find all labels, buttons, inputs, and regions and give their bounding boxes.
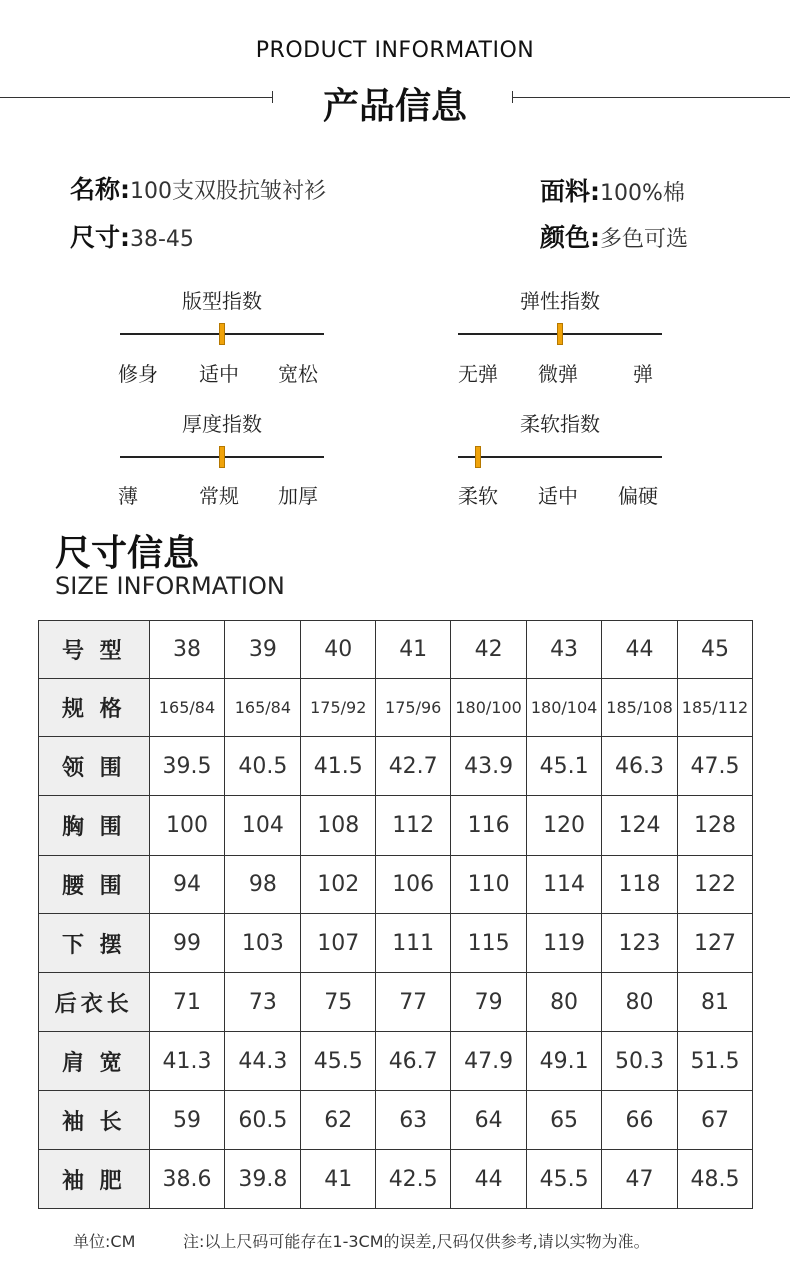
table-cell: 42 [451,621,527,679]
table-cell: 80 [527,973,602,1032]
table-cell: 39.8 [225,1150,301,1209]
table-cell: 44.3 [225,1032,301,1091]
size-table [38,620,753,1209]
thickness-index-label-low: 薄 [118,484,138,508]
table-cell: 44 [451,1150,527,1209]
table-cell: 41.5 [301,737,376,796]
table-row [39,621,753,679]
table-cell: 100 [149,796,225,856]
table-cell: 38 [149,621,225,679]
table-cell: 108 [301,796,376,856]
softness-index-label-high: 偏硬 [618,484,658,508]
row-label: 领 围 [39,737,150,796]
table-cell: 66 [602,1091,678,1150]
thickness-index-title: 厚度指数 [182,412,262,436]
table-cell: 73 [225,973,301,1032]
table-row [39,679,753,737]
table-cell: 122 [678,856,753,914]
table-cell: 75 [301,973,376,1032]
table-cell: 104 [225,796,301,856]
table-cell: 38.6 [149,1150,225,1209]
elasticity-index-label-low: 无弹 [458,362,498,386]
softness-index-track [458,456,662,458]
softness-index-label-low: 柔软 [458,484,498,508]
table-cell: 40.5 [225,737,301,796]
table-cell: 119 [527,914,602,973]
table-cell: 47 [602,1150,678,1209]
table-cell: 165/84 [225,679,301,737]
elasticity-index-title: 弹性指数 [520,289,600,313]
table-cell: 46.3 [602,737,678,796]
table-cell: 80 [602,973,678,1032]
size-info-title-en: SIZE INFORMATION [55,572,285,600]
table-cell: 114 [527,856,602,914]
table-cell: 45.5 [527,1150,602,1209]
table-cell: 118 [602,856,678,914]
product-color [540,218,688,254]
table-row [39,914,753,973]
row-label: 胸 围 [39,796,150,856]
table-cell: 40 [301,621,376,679]
table-cell: 165/84 [149,679,225,737]
table-cell: 185/108 [602,679,678,737]
table-cell: 77 [376,973,451,1032]
elasticity-index-label-mid: 微弹 [538,362,578,386]
fit-index-title: 版型指数 [182,289,262,313]
table-cell: 41 [301,1150,376,1209]
softness-index-marker [475,446,481,468]
product-name-label: 名称: [70,175,130,204]
table-cell: 49.1 [527,1032,602,1091]
table-cell: 48.5 [678,1150,753,1209]
table-cell: 39 [225,621,301,679]
product-size-label: 尺寸: [70,223,130,252]
table-cell: 47.9 [451,1032,527,1091]
product-name [70,170,326,206]
table-cell: 116 [451,796,527,856]
table-cell: 43 [527,621,602,679]
elasticity-index-marker [557,323,563,345]
table-cell: 102 [301,856,376,914]
row-label: 规 格 [39,679,150,737]
table-cell: 41.3 [149,1032,225,1091]
fit-index-label-mid: 适中 [199,362,239,386]
table-cell: 60.5 [225,1091,301,1150]
size-info-title-cn: 尺寸信息 [55,533,200,574]
table-cell: 41 [376,621,451,679]
table-cell: 71 [149,973,225,1032]
table-cell: 128 [678,796,753,856]
table-cell: 111 [376,914,451,973]
table-cell: 62 [301,1091,376,1150]
table-cell: 127 [678,914,753,973]
table-row [39,1091,753,1150]
table-cell: 63 [376,1091,451,1150]
table-cell: 180/104 [527,679,602,737]
table-row [39,1150,753,1209]
table-cell: 47.5 [678,737,753,796]
product-size-value: 38-45 [130,227,194,252]
header-divider-right [512,97,790,98]
table-cell: 64 [451,1091,527,1150]
fit-index-marker [219,323,225,345]
row-label: 肩 宽 [39,1032,150,1091]
table-cell: 45 [678,621,753,679]
thickness-index-label-high: 加厚 [278,484,318,508]
row-label: 腰 围 [39,856,150,914]
table-row [39,1032,753,1091]
product-size [70,218,194,254]
table-cell: 94 [149,856,225,914]
table-cell: 175/92 [301,679,376,737]
table-cell: 123 [602,914,678,973]
table-row [39,737,753,796]
table-cell: 51.5 [678,1032,753,1091]
table-cell: 81 [678,973,753,1032]
table-cell: 112 [376,796,451,856]
table-cell: 42.7 [376,737,451,796]
table-cell: 42.5 [376,1150,451,1209]
row-label: 号 型 [39,621,150,679]
product-color-label: 颜色: [540,223,600,252]
table-cell: 43.9 [451,737,527,796]
table-cell: 44 [602,621,678,679]
error-note: 注:以上尺码可能存在1-3CM的误差,尺码仅供参考,请以实物为准。 [183,1232,650,1251]
table-cell: 45.5 [301,1032,376,1091]
table-cell: 103 [225,914,301,973]
table-cell: 98 [225,856,301,914]
table-row [39,856,753,914]
table-cell: 79 [451,973,527,1032]
product-fabric-value: 100%棉 [600,181,685,206]
product-name-value: 100支双股抗皱衬衫 [130,179,326,204]
product-color-value: 多色可选 [600,227,689,252]
table-row [39,796,753,856]
softness-index-label-mid: 适中 [538,484,578,508]
table-cell: 107 [301,914,376,973]
table-cell: 45.1 [527,737,602,796]
header-title-cn: 产品信息 [322,86,467,127]
table-cell: 67 [678,1091,753,1150]
table-cell: 185/112 [678,679,753,737]
table-cell: 115 [451,914,527,973]
thickness-index-marker [219,446,225,468]
header-title-en: PRODUCT INFORMATION [255,38,535,63]
table-cell: 39.5 [149,737,225,796]
row-label: 下 摆 [39,914,150,973]
table-cell: 46.7 [376,1032,451,1091]
table-cell: 99 [149,914,225,973]
table-row [39,973,753,1032]
fit-index-label-high: 宽松 [278,362,318,386]
fit-index-label-low: 修身 [118,362,158,386]
table-cell: 175/96 [376,679,451,737]
table-cell: 65 [527,1091,602,1150]
softness-index-title: 柔软指数 [520,412,600,436]
table-cell: 106 [376,856,451,914]
table-cell: 50.3 [602,1032,678,1091]
table-cell: 110 [451,856,527,914]
row-label: 袖 长 [39,1091,150,1150]
thickness-index-label-mid: 常规 [199,484,239,508]
product-fabric-label: 面料: [540,177,600,206]
row-label: 后衣长 [39,973,150,1032]
table-cell: 180/100 [451,679,527,737]
product-fabric [540,172,685,208]
row-label: 袖 肥 [39,1150,150,1209]
table-cell: 120 [527,796,602,856]
elasticity-index-label-high: 弹 [633,362,653,386]
table-cell: 59 [149,1091,225,1150]
table-cell: 124 [602,796,678,856]
unit-note: 单位:CM [73,1232,136,1251]
